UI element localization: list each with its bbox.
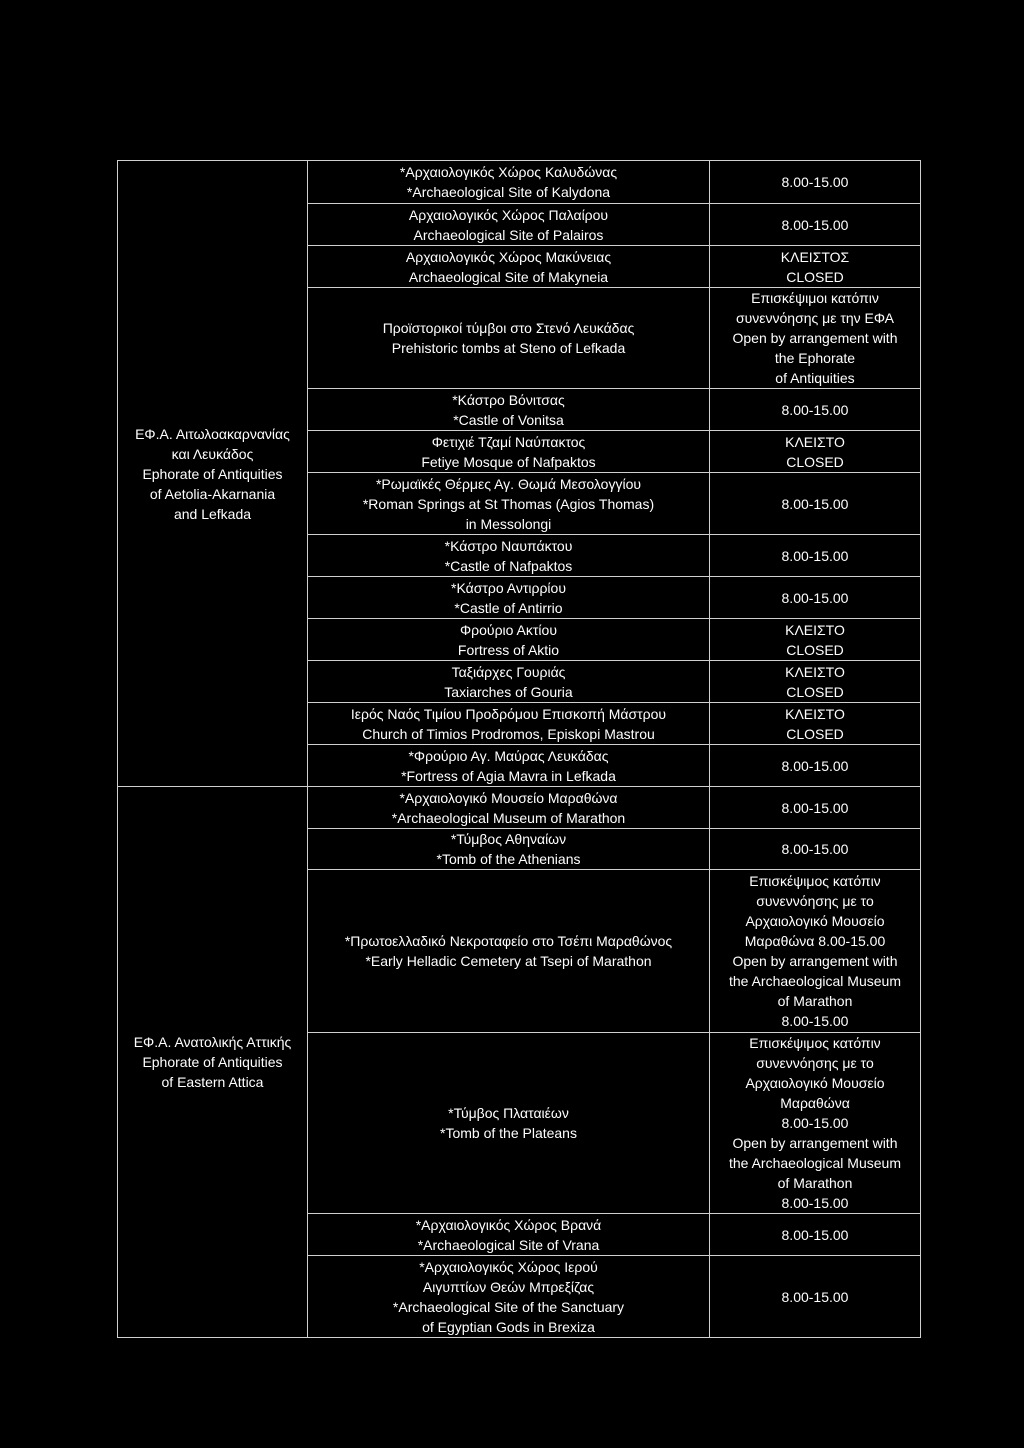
- text-line: *Τύμβος Αθηναίων: [450, 831, 567, 847]
- text-line: the Ephorate: [774, 350, 856, 366]
- text-line: Open by arrangement with: [732, 1135, 898, 1151]
- site-name-cell: [308, 161, 710, 204]
- site-name-cell: [308, 829, 710, 870]
- site-name-cell: [308, 1214, 710, 1256]
- ephorate-cell: [118, 787, 308, 1338]
- text-line: Αρχαιολογικό Μουσείο: [745, 913, 885, 929]
- opening-hours-cell: [710, 288, 921, 389]
- text-line: *Αρχαιολογικός Χώρος Βρανά: [415, 1216, 602, 1233]
- text-line: Αιγυπτίων Θεών Μπρεξίζας: [422, 1278, 595, 1295]
- text-line: Taxiarches of Gouria: [444, 683, 573, 700]
- opening-hours-cell: [710, 577, 921, 619]
- text-line: 8.00-15.00: [781, 589, 849, 606]
- text-line: Αρχαιολογικό Μουσείο: [745, 1075, 885, 1091]
- opening-hours-cell: [710, 703, 921, 745]
- text-line: Αρχαιολογικός Χώρος Παλαίρου: [408, 206, 609, 223]
- text-line: 8.00-15.00: [781, 495, 849, 512]
- site-name-cell: [308, 246, 710, 288]
- opening-hours-cell: [710, 829, 921, 870]
- text-line: 8.00-15.00: [781, 1226, 849, 1243]
- site-name-cell: [308, 745, 710, 787]
- text-line: Church of Timios Prodromos, Episkopi Mastrou: [362, 725, 655, 742]
- text-line: *Τύμβος Πλαταιέων: [448, 1105, 569, 1121]
- text-line: of Antiquities: [775, 370, 855, 386]
- text-line: CLOSED: [786, 268, 844, 285]
- site-name-cell: [308, 204, 710, 246]
- text-line: *Tomb of the Plateans: [440, 1125, 577, 1141]
- text-line: 8.00-15.00: [781, 174, 849, 190]
- text-line: Archaeological Site of Makyneia: [408, 268, 609, 285]
- text-line: *Αρχαιολογικό Μουσείο Μαραθώνα: [399, 789, 618, 806]
- site-name-cell: [308, 288, 710, 389]
- text-line: *Fortress of Agia Mavra in Lefkada: [401, 767, 616, 784]
- text-line: 8.00-15.00: [781, 216, 849, 233]
- text-line: the Archaeological Museum: [729, 973, 901, 989]
- text-line: 8.00-15.00: [781, 841, 849, 857]
- text-line: Ταξιάρχες Γουριάς: [451, 663, 566, 680]
- opening-hours-cell: [710, 661, 921, 703]
- opening-hours-cell: [710, 1033, 921, 1214]
- opening-hours-cell: [710, 787, 921, 829]
- site-name-cell: [308, 703, 710, 745]
- opening-hours-cell: [710, 389, 921, 431]
- opening-hours-table-body: [118, 161, 921, 1338]
- text-line: συνεννόησης με την ΕΦΑ: [735, 310, 895, 326]
- text-line: *Castle of Antirrio: [454, 599, 563, 616]
- text-line: ΕΦ.Α. Αιτωλοακαρνανίας: [135, 425, 290, 442]
- text-line: the Archaeological Museum: [729, 1155, 901, 1171]
- text-line: of Eastern Attica: [161, 1074, 264, 1090]
- text-line: CLOSED: [786, 683, 844, 700]
- text-line: Μαραθώνα 8.00-15.00: [744, 933, 886, 949]
- text-line: Αρχαιολογικός Χώρος Μακύνειας: [405, 248, 612, 265]
- text-line: *Αρχαιολογικός Χώρος Ιερού: [419, 1258, 598, 1275]
- opening-hours-cell: [710, 1256, 921, 1338]
- text-line: Ιερός Ναός Τιμίου Προδρόμου Επισκοπή Μάστρου: [350, 705, 667, 722]
- text-line: *Αρχαιολογικός Χώρος Καλυδώνας: [399, 164, 618, 180]
- text-line: CLOSED: [786, 641, 844, 658]
- text-line: συνεννόησης με το: [756, 893, 874, 909]
- text-line: in Messolongi: [465, 515, 552, 532]
- text-line: *Κάστρο Ναυπάκτου: [444, 537, 573, 554]
- text-line: *Πρωτοελλαδικό Νεκροταφείο στο Τσέπι Μαραθώνος: [344, 933, 673, 949]
- opening-hours-cell: [710, 535, 921, 577]
- text-line: *Castle of Nafpaktos: [444, 557, 573, 574]
- opening-hours-cell: [710, 161, 921, 204]
- table-row: [118, 161, 921, 204]
- text-line: 8.00-15.00: [781, 799, 849, 816]
- site-name-cell: [308, 1033, 710, 1214]
- text-line: *Archaeological Site of the Sanctuary: [392, 1298, 625, 1315]
- opening-hours-cell: [710, 246, 921, 288]
- text-line: Archaeological Site of Palairos: [413, 226, 604, 243]
- text-line: *Castle of Vonitsa: [453, 411, 564, 428]
- text-line: συνεννόησης με το: [756, 1055, 874, 1071]
- opening-hours-cell: [710, 473, 921, 535]
- text-line: ΚΛΕΙΣΤΟ: [785, 705, 845, 722]
- opening-hours-cell: [710, 619, 921, 661]
- text-line: Μαραθώνα: [780, 1095, 850, 1111]
- opening-hours-cell: [710, 745, 921, 787]
- text-line: *Κάστρο Βόνιτσας: [452, 391, 565, 408]
- text-line: of Egyptian Gods in Brexiza: [422, 1318, 595, 1335]
- text-line: Prehistoric tombs at Steno of Lefkada: [391, 340, 626, 356]
- text-line: *Roman Springs at St Thomas (Agios Thomas): [362, 495, 655, 512]
- text-line: *Archaeological Site of Vrana: [417, 1236, 600, 1253]
- text-line: 8.00-15.00: [781, 757, 849, 774]
- site-name-cell: [308, 431, 710, 473]
- table-row: [118, 787, 921, 829]
- text-line: Φρούριο Ακτίου: [460, 621, 557, 638]
- text-line: *Φρούριο Αγ. Μαύρας Λευκάδας: [408, 747, 609, 764]
- site-name-cell: [308, 661, 710, 703]
- text-line: Επισκέψιμος κατόπιν: [749, 873, 881, 889]
- text-line: 8.00-15.00: [781, 1115, 849, 1131]
- text-line: Open by arrangement with: [732, 953, 898, 969]
- text-line: CLOSED: [786, 453, 844, 470]
- text-line: *Early Helladic Cemetery at Tsepi of Marathon: [365, 953, 652, 969]
- text-line: *Archaeological Site of Kalydona: [406, 184, 611, 200]
- text-line: of Aetolia-Akarnania: [149, 485, 276, 502]
- text-line: 8.00-15.00: [781, 401, 849, 418]
- text-line: *Archaeological Museum of Marathon: [391, 809, 626, 826]
- site-name-cell: [308, 535, 710, 577]
- text-line: και Λευκάδος: [171, 445, 254, 462]
- site-name-cell: [308, 577, 710, 619]
- text-line: Προϊστορικοί τύμβοι στο Στενό Λευκάδας: [382, 320, 635, 336]
- site-name-cell: [308, 389, 710, 431]
- text-line: ΚΛΕΙΣΤΟΣ: [780, 248, 850, 265]
- ephorate-cell: [118, 161, 308, 787]
- text-line: *Ρωμαϊκές Θέρμες Αγ. Θωμά Μεσολογγίου: [375, 475, 642, 492]
- text-line: 8.00-15.00: [781, 1288, 849, 1305]
- site-name-cell: [308, 870, 710, 1033]
- text-line: ΕΦ.Α. Ανατολικής Αττικής: [133, 1034, 292, 1050]
- text-line: of Marathon: [777, 1175, 853, 1191]
- site-name-cell: [308, 619, 710, 661]
- text-line: ΚΛΕΙΣΤΟ: [785, 433, 845, 450]
- opening-hours-table: [117, 160, 921, 1338]
- text-line: Φετιχιέ Τζαμί Ναύπακτος: [431, 433, 586, 450]
- text-line: of Marathon: [777, 993, 853, 1009]
- text-line: 8.00-15.00: [781, 1195, 849, 1211]
- text-line: 8.00-15.00: [781, 547, 849, 564]
- text-line: Fortress of Aktio: [457, 641, 560, 658]
- text-line: *Κάστρο Αντιρρίου: [451, 579, 566, 596]
- text-line: Επισκέψιμος κατόπιν: [749, 1035, 881, 1051]
- opening-hours-cell: [710, 870, 921, 1033]
- text-line: Open by arrangement with: [732, 330, 898, 346]
- opening-hours-cell: [710, 1214, 921, 1256]
- site-name-cell: [308, 787, 710, 829]
- text-line: Ephorate of Antiquities: [142, 1054, 283, 1070]
- site-name-cell: [308, 1256, 710, 1338]
- text-line: and Lefkada: [173, 505, 252, 522]
- text-line: 8.00-15.00: [781, 1013, 849, 1029]
- text-line: Επισκέψιμοι κατόπιν: [751, 290, 879, 306]
- text-line: ΚΛΕΙΣΤΟ: [785, 663, 845, 680]
- text-line: *Tomb of the Athenians: [436, 851, 581, 867]
- text-line: ΚΛΕΙΣΤΟ: [785, 621, 845, 638]
- opening-hours-cell: [710, 204, 921, 246]
- text-line: CLOSED: [786, 725, 844, 742]
- text-line: Ephorate of Antiquities: [142, 465, 283, 482]
- text-line: Fetiye Mosque of Nafpaktos: [421, 453, 596, 470]
- site-name-cell: [308, 473, 710, 535]
- opening-hours-cell: [710, 431, 921, 473]
